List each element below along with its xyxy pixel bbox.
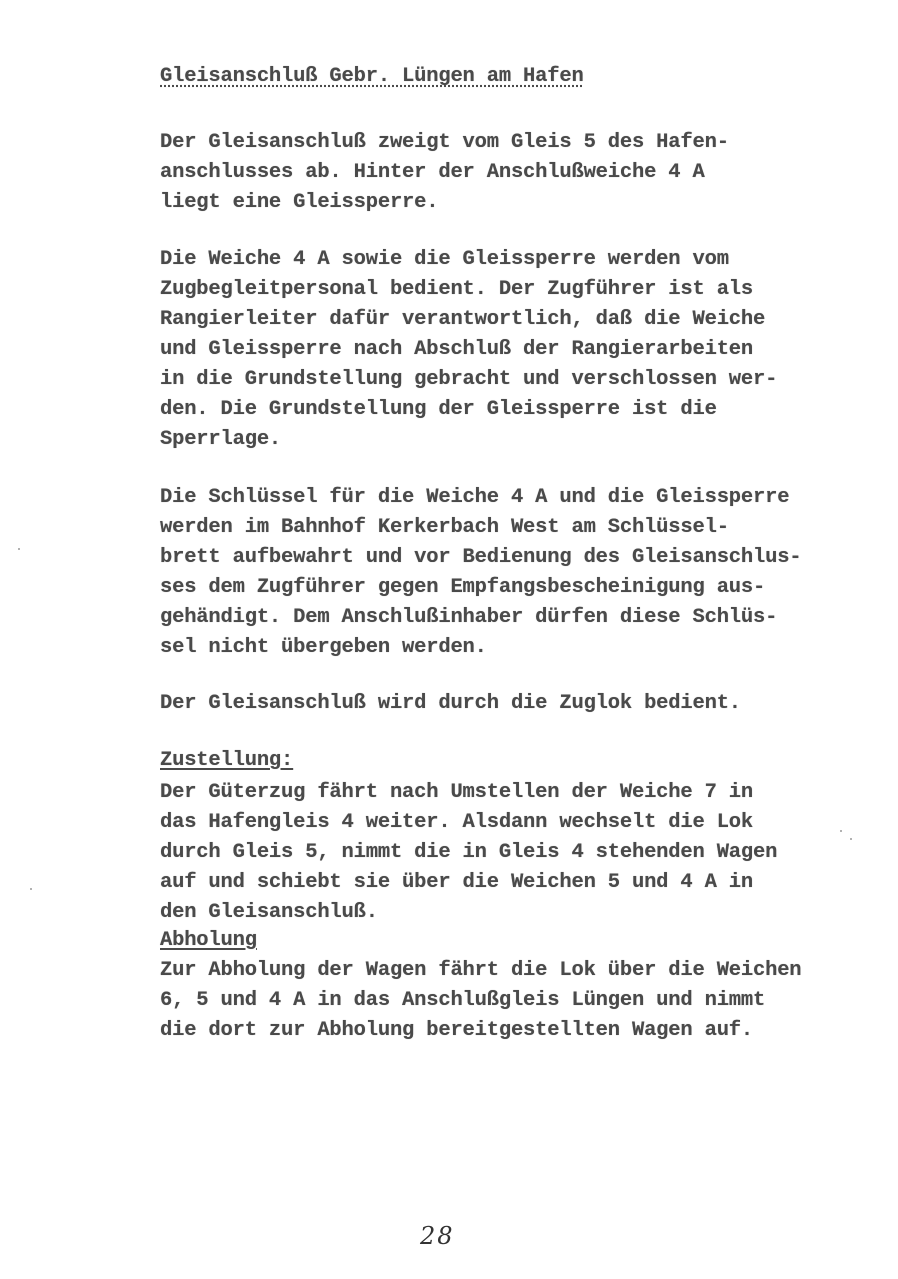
paragraph-zustellung: Der Güterzug fährt nach Umstellen der Weiche 7 in das Hafengleis 4 weiter. Alsdann wechselt die Lok durch Gleis 5, nimmt die in Gleis 4 stehenden Wagen auf und schiebt sie über die Weichen 5 und 4 A in den Gleisanschluß. bbox=[160, 781, 778, 924]
paragraph-zuglok: Der Gleisanschluß wird durch die Zuglok bedient. bbox=[160, 692, 741, 715]
document-title: Gleisanschluß Gebr. Lüngen am Hafen bbox=[160, 65, 584, 88]
page-number: 28 bbox=[420, 1222, 455, 1250]
paragraph-schluessel: Die Schlüssel für die Weiche 4 A und die Gleissperre werden im Bahnhof Kerkerbach West am Schlüssel- brett aufbewahrt und vor Bedienung des Gleisanschlus- ses dem Zugführer gegen Empfangsbescheinigung aus- gehändigt. Dem Anschlußinhaber dürfen diese Schlüs- sel nicht übergeben werden. bbox=[160, 486, 802, 659]
paper-speck bbox=[18, 548, 20, 550]
paragraph-anschluss: Der Gleisanschluß zweigt vom Gleis 5 des Hafen- anschlusses ab. Hinter der Anschlußweiche 4 A liegt eine Gleissperre. bbox=[160, 131, 729, 214]
paragraph-bedienung: Die Weiche 4 A sowie die Gleissperre werden vom Zugbegleitpersonal bedient. Der Zugführer ist als Rangierleiter dafür verantwortlich, daß die Weiche und Gleissperre nach Abschluß der Rangierarbeiten in die Grundstellung gebracht und verschlossen wer- den. Die Grundstellung der Gleissperre ist die Sperrlage. bbox=[160, 248, 778, 451]
paper-speck bbox=[30, 888, 32, 890]
heading-zustellung: Zustellung: bbox=[160, 749, 294, 772]
paragraph-abholung: Zur Abholung der Wagen fährt die Lok über die Weichen 6, 5 und 4 A in das Anschlußgleis Lüngen und nimmt die dort zur Abholung bereitgestellten Wagen auf. bbox=[160, 959, 802, 1042]
paper-speck bbox=[840, 830, 842, 832]
heading-abholung: Abholung bbox=[160, 929, 257, 952]
paper-speck bbox=[850, 838, 852, 840]
